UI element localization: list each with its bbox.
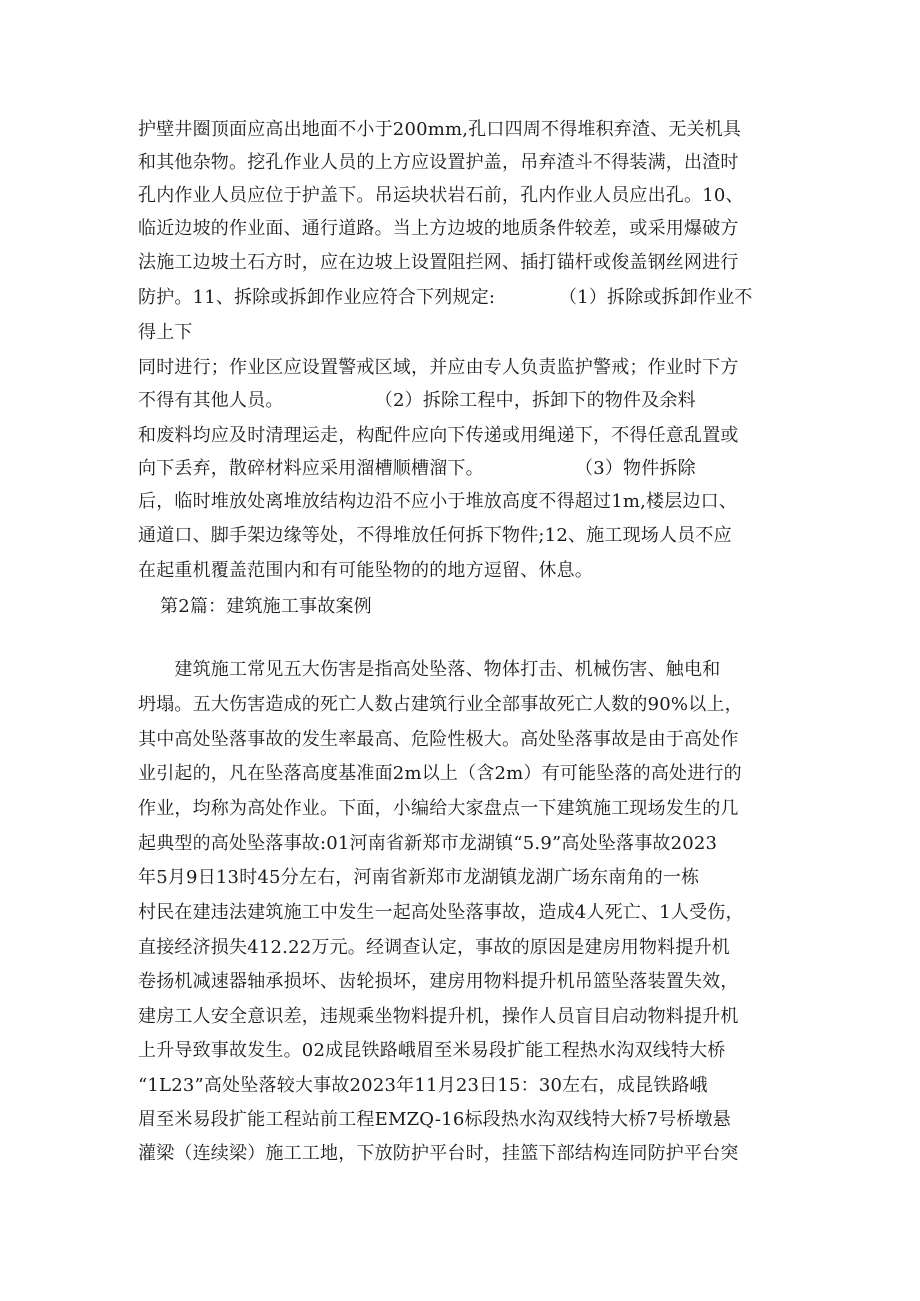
text-line: 通道口、脚手架边缘等处，不得堆放任何拆下物件;12、施工现场人员不应 bbox=[138, 525, 732, 546]
text-line: 向下丢弃，散碎材料应采用溜槽顺槽溜下。 （3）物件拆除 bbox=[138, 458, 696, 479]
text-line: 起典型的高处坠落事故:01河南省新郑市龙湖镇“5.9”高处坠落事故2023 bbox=[138, 833, 718, 854]
text-line: 同时进行；作业区应设置警戒区域，并应由专人负责监护警戒；作业时下方 bbox=[138, 357, 739, 378]
text-line: 灌梁（连续梁）施工工地，下放防护平台时，挂篮下部结构连同防护平台突 bbox=[138, 1143, 739, 1164]
text-line: 孔内作业人员应位于护盖下。吊运块状岩石前，孔内作业人员应出孔。10、 bbox=[138, 185, 744, 206]
text-line: 其中高处坠落事故的发生率最高、危险性极大。高处坠落事故是由于高处作 bbox=[138, 729, 739, 750]
text-line: 不得有其他人员。 （2）拆除工程中，拆卸下的物件及余料 bbox=[138, 390, 696, 411]
text-line: 临近边坡的作业面、通行道路。当上方边坡的地质条件较差，或采用爆破方 bbox=[138, 218, 739, 239]
text-line: 得上下 bbox=[138, 322, 193, 343]
text-line: 和其他杂物。挖孔作业人员的上方应设置护盖，吊弃渣斗不得装满，出渣时 bbox=[138, 152, 739, 173]
text-line: 建房工人安全意识差，违规乘坐物料提升机，操作人员盲目启动物料提升机 bbox=[138, 1006, 739, 1027]
text-line: “1L23”高处坠落较大事故2023年11月23日15：30左右，成昆铁路峨 bbox=[138, 1075, 708, 1096]
text-line: 建筑施工常见五大伤害是指高处坠落、物体打击、机械伤害、触电和 bbox=[138, 659, 721, 680]
section-heading: 第2篇：建筑施工事故案例 bbox=[160, 596, 372, 617]
text-line: 业引起的，凡在坠落高度基准面2m以上（含2m）有可能坠落的高处进行的 bbox=[138, 763, 742, 784]
text-line: 法施工边坡土石方时，应在边坡上设置阻拦网、插打锚杆或俊盖钢丝网进行 bbox=[138, 252, 739, 273]
text-line: 护壁井圈顶面应高出地面不小于200mm,孔口四周不得堆积弃渣、无关机具 bbox=[138, 119, 742, 140]
text-line: 防护。11、拆除或拆卸作业应符合下列规定: （1）拆除或拆卸作业不 bbox=[138, 287, 753, 308]
text-line: 直接经济损失412.22万元。经调查认定，事故的原因是建房用物料提升机 bbox=[138, 937, 730, 958]
text-line: 和废料均应及时清理运走，构配件应向下传递或用绳递下，不得任意乱置或 bbox=[138, 425, 739, 446]
text-line: 眉至米易段扩能工程站前工程EMZQ-16标段热水沟双线特大桥7号桥墩悬 bbox=[138, 1109, 731, 1130]
text-line: 年5月9日13时45分左右，河南省新郑市龙湖镇龙湖广场东南角的一栋 bbox=[138, 867, 700, 888]
text-line: 上升导致事故发生。02成昆铁路峨眉至米易段扩能工程热水沟双线特大桥 bbox=[138, 1040, 726, 1061]
text-line: 卷扬机减速器轴承损坏、齿轮损坏，建房用物料提升机吊篮坠落装置失效， bbox=[138, 971, 739, 992]
text-line: 在起重机覆盖范围内和有可能坠物的的地方逗留、休息。 bbox=[138, 560, 593, 581]
text-line: 坍塌。五大伤害造成的死亡人数占建筑行业全部事故死亡人数的90%以上， bbox=[138, 694, 743, 715]
text-line: 村民在建违法建筑施工中发生一起高处坠落事故，造成4人死亡、1人受伤， bbox=[138, 902, 744, 923]
text-line: 作业，均称为高处作业。下面，小编给大家盘点一下建筑施工现场发生的几 bbox=[138, 798, 739, 819]
text-line: 后，临时堆放处离堆放结构边沿不应小于堆放高度不得超过1m,楼层边口、 bbox=[138, 491, 738, 512]
